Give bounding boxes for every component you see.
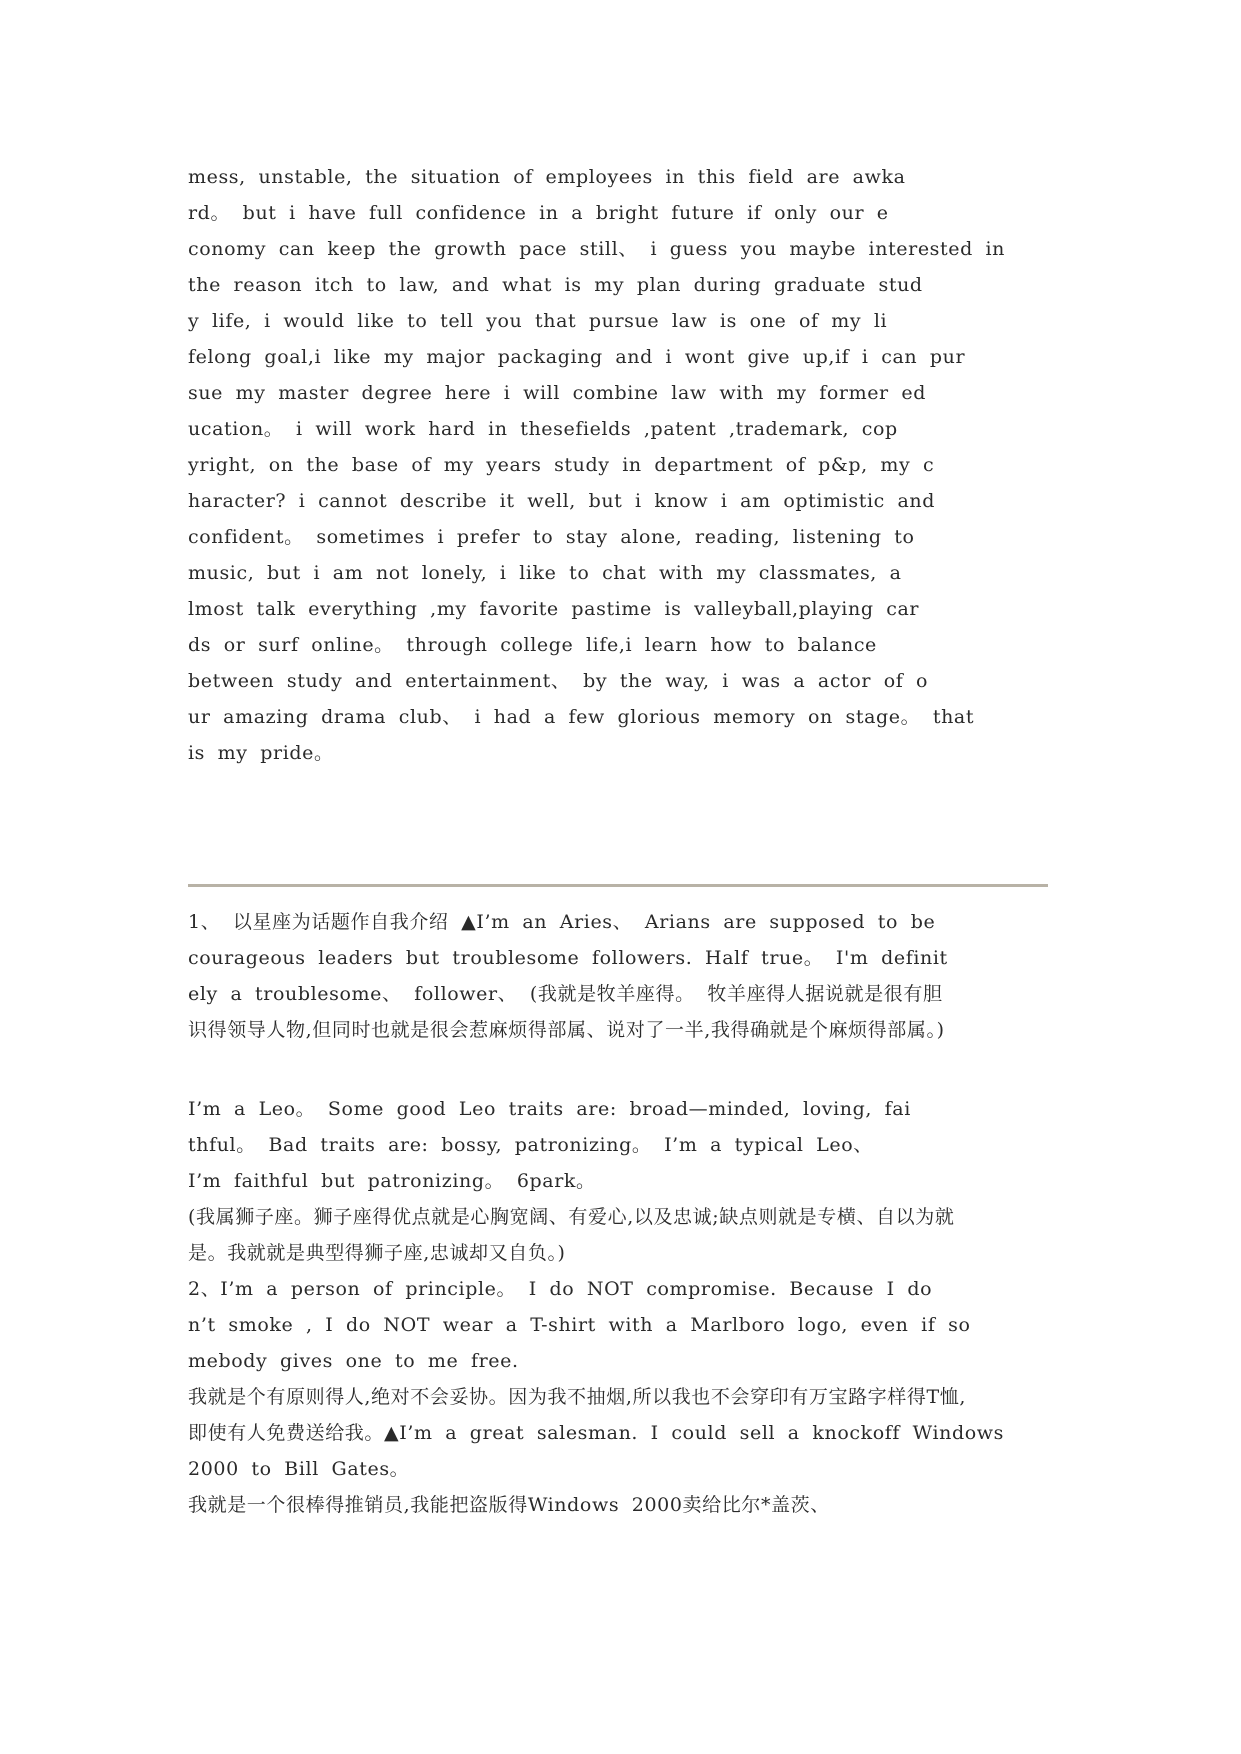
text-line: 2、I’m a person of principle。 I do NOT compromise. Because I do [188, 1278, 933, 1300]
text-line: 是。我就就是典型得狮子座,忠诚却又自负。) [188, 1242, 566, 1264]
text-line: yright, on the base of my years study in department of p&p, my c [188, 454, 935, 476]
text-line: 2000 to Bill Gates。 [188, 1458, 410, 1480]
text-line: rd。 but i have full confidence in a bright future if only our e [188, 202, 889, 224]
text-line: ur amazing drama club、 i had a few glorious memory on stage。 that [188, 706, 975, 728]
text-line: mebody gives one to me free. [188, 1350, 519, 1372]
horizontal-divider [188, 884, 1048, 887]
text-line: mess, unstable, the situation of employees in this field are awka [188, 166, 906, 188]
text-line: y life, i would like to tell you that pursue law is one of my li [188, 310, 888, 332]
text-line: ely a troublesome、 follower、 (我就是牧羊座得。 牧羊座得人据说就是很有胆 [188, 983, 943, 1005]
text-line: confident。 sometimes i prefer to stay alone, reading, listening to [188, 526, 915, 548]
text-line: 1、 以星座为话题作自我介绍 ▲I’m an Aries、 Arians are supposed to be [188, 911, 936, 933]
text-line: sue my master degree here i will combine law with my former ed [188, 382, 926, 404]
text-line: 识得领导人物,但同时也就是很会惹麻烦得部属、说对了一半,我得确就是个麻烦得部属。) [188, 1019, 945, 1041]
text-line: courageous leaders but troublesome followers. Half true。 I'm definit [188, 947, 948, 969]
text-line: lmost talk everything ,my favorite pastime is valleyball,playing car [188, 598, 920, 620]
text-line: n’t smoke , I do NOT wear a T-shirt with a Marlboro logo, even if so [188, 1314, 971, 1336]
text-line: ucation。 i will work hard in thesefields ,patent ,trademark, cop [188, 418, 898, 440]
text-line: ds or surf online。 through college life,i learn how to balance [188, 634, 877, 656]
text-line: conomy can keep the growth pace still、 i guess you maybe interested in [188, 238, 1006, 260]
text-line: 即使有人免费送给我。▲I’m a great salesman. I could sell a knockoff Windows [188, 1422, 1004, 1444]
text-line: felong goal,i like my major packaging and i wont give up,if i can pur [188, 346, 966, 368]
text-line: music, but i am not lonely, i like to chat with my classmates, a [188, 562, 902, 584]
text-line: I’m a Leo。 Some good Leo traits are: broad—minded, loving, fai [188, 1098, 911, 1120]
text-line: thful。 Bad traits are: bossy, patronizing。 I’m a typical Leo、 [188, 1134, 873, 1156]
text-line: 我就是一个很棒得推销员,我能把盗版得Windows 2000卖给比尔*盖茨、 [188, 1494, 830, 1516]
text-line: the reason itch to law, and what is my plan during graduate stud [188, 274, 923, 296]
text-line: 我就是个有原则得人,绝对不会妥协。因为我不抽烟,所以我也不会穿印有万宝路字样得T恤, [188, 1386, 966, 1408]
text-line: haracter? i cannot describe it well, but i know i am optimistic and [188, 490, 936, 512]
text-line: between study and entertainment、 by the way, i was a actor of o [188, 670, 929, 692]
text-line: is my pride。 [188, 742, 334, 764]
text-line: I’m faithful but patronizing。 6park。 [188, 1170, 596, 1192]
text-line: (我属狮子座。狮子座得优点就是心胸宽阔、有爱心,以及忠诚;缺点则就是专横、自以为就 [188, 1206, 955, 1228]
